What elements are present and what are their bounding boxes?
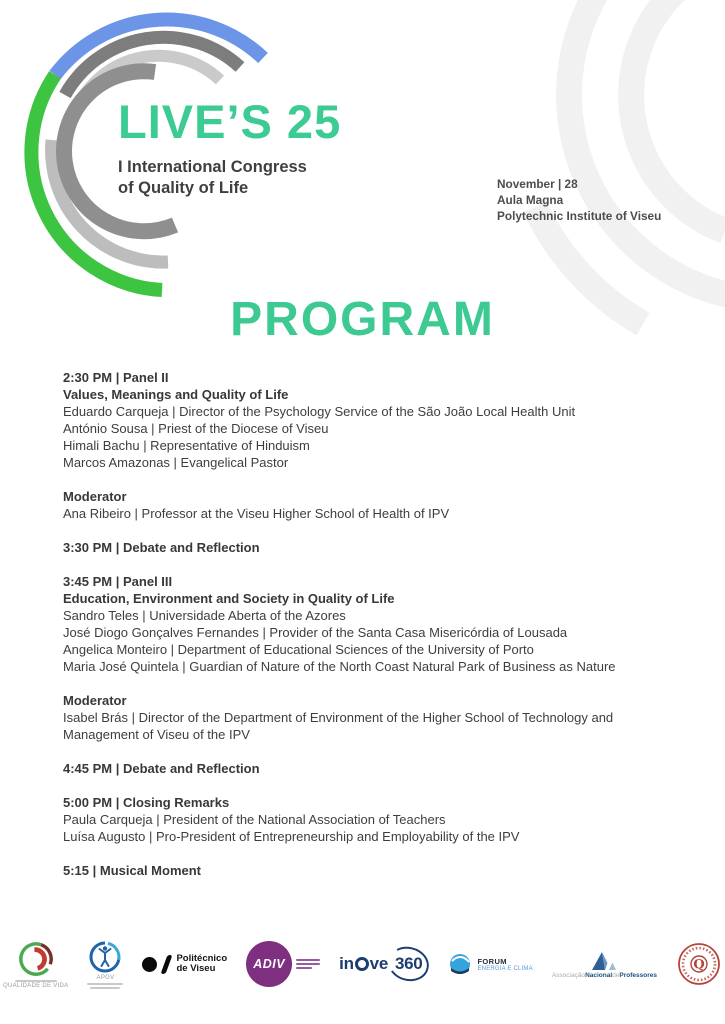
anp-sails-icon (589, 950, 619, 970)
schedule-heading: 4:45 PM | Debate and Reflection (63, 761, 260, 776)
fine-print-bar (90, 987, 120, 989)
apqv-rings-icon (17, 940, 55, 978)
schedule-entry: Luísa Augusto | Pro-President of Entrepreneurship and Employability of the IPV (63, 829, 520, 844)
schedule-heading: Moderator (63, 489, 127, 504)
schedule-heading: 2:30 PM | Panel II (63, 370, 169, 385)
inove360-part3: 360 (394, 954, 423, 973)
schedule-entry: Angelica Monteiro | Department of Educational Sciences of the University of Porto (63, 642, 534, 657)
adiv-circle-icon (246, 941, 292, 987)
fine-print-bar (87, 983, 123, 985)
schedule-section (63, 692, 668, 743)
schedule-heading: Education, Environment and Society in Quality of Life (63, 591, 395, 606)
congress-subtitle-line2: of Quality of Life (118, 179, 249, 197)
quinta-seal-logo (676, 941, 722, 987)
quinta-seal-icon (676, 941, 722, 987)
inove360-part1: in (339, 954, 354, 973)
apgv-figure-icon (88, 940, 122, 974)
schedule-section (63, 794, 668, 845)
adiv-logo (246, 941, 320, 987)
schedule-heading: 5:00 PM | Closing Remarks (63, 795, 230, 810)
congress-subtitle (118, 157, 341, 199)
fine-print-bar (296, 967, 312, 969)
inove-o-ring-icon (355, 957, 369, 971)
schedule-section (63, 862, 668, 879)
forum-line2: ENERGIA E CLIMA (477, 965, 533, 972)
fine-print-bar (15, 980, 57, 982)
event-venue: Aula Magna (497, 193, 564, 207)
anp-word4: Professores (619, 971, 657, 979)
schedule-entry: Eduardo Carqueja | Director of the Psychology Service of the São João Local Health Unit (63, 404, 576, 419)
apqv-caption: QUALIDADE DE VIDA (3, 982, 69, 989)
schedule-entry: Maria José Quintela | Guardian of Nature of the North Coast Natural Park of Business as Nature (63, 659, 616, 674)
politecnico-line1: Politécnico (176, 952, 228, 964)
anp-word1: Associação (551, 971, 586, 979)
congress-logo-text (118, 95, 342, 199)
fine-print-bar (296, 963, 320, 965)
congress-title: LIVE’S 25 (118, 95, 342, 148)
fine-print-bar (296, 959, 320, 961)
schedule (63, 369, 668, 896)
inove360-part2: ve (369, 954, 388, 973)
anp-logo (552, 950, 657, 979)
schedule-section (63, 488, 668, 522)
schedule-entry: Ana Ribeiro | Professor at the Viseu Higher School of Health of IPV (63, 506, 450, 521)
schedule-section (63, 760, 668, 777)
inove360-logo (339, 948, 429, 980)
schedule-heading: Values, Meanings and Quality of Life (63, 387, 289, 402)
politecnico-dot-icon (142, 957, 157, 972)
apgv-caption: APGV (96, 974, 115, 981)
schedule-section (63, 369, 668, 471)
apqv-logo (3, 940, 68, 989)
anp-word2: Nacional (585, 971, 613, 979)
forum-wordmark (477, 957, 532, 972)
anp-caption (552, 972, 657, 979)
adiv-label: ADIV (253, 957, 286, 971)
schedule-heading: 3:45 PM | Panel III (63, 574, 173, 589)
schedule-heading: 3:30 PM | Debate and Reflection (63, 540, 260, 555)
event-info (497, 176, 661, 224)
schedule-entry: Himali Bachu | Representative of Hinduism (63, 438, 310, 453)
politecnico-slash-icon (161, 955, 173, 974)
inove360-wordmark (339, 948, 429, 980)
program-title: PROGRAM (230, 293, 495, 346)
schedule-entry: Marcos Amazonas | Evangelical Pastor (63, 455, 289, 470)
schedule-entry: José Diogo Gonçalves Fernandes | Provider of the Santa Casa Misericórdia of Lousada (63, 625, 568, 640)
politecnico-viseu-logo (142, 954, 227, 975)
schedule-section (63, 539, 668, 556)
schedule-heading: Moderator (63, 693, 127, 708)
forum-energia-clima-logo (448, 952, 532, 976)
politecnico-line2: de Viseu (176, 963, 216, 974)
politecnico-wordmark (176, 954, 227, 975)
schedule-entry: Paula Carqueja | President of the National Association of Teachers (63, 812, 446, 827)
congress-subtitle-line1: I International Congress (118, 158, 307, 176)
schedule-entry: Isabel Brás | Director of the Department of Environment of the Higher School of Technology and Management of Viseu of the IPV (63, 710, 614, 742)
event-institution: Polytechnic Institute of Viseu (497, 209, 662, 223)
quinta-seal-letter: Q (693, 957, 705, 973)
apgv-logo (87, 940, 123, 989)
schedule-section (63, 573, 668, 675)
sponsor-logos-row (0, 932, 725, 996)
event-date: November | 28 (497, 177, 578, 191)
forum-line1: FORUM (477, 956, 507, 966)
schedule-entry: Sandro Teles | Universidade Aberta of the Azores (63, 608, 346, 623)
anp-word3: de (612, 971, 620, 979)
fine-print-bars (296, 959, 320, 969)
globe-icon (448, 952, 472, 976)
faint-corner-rings (535, 0, 725, 324)
schedule-heading: 5:15 | Musical Moment (63, 863, 202, 878)
schedule-entry: António Sousa | Priest of the Diocese of Viseu (63, 421, 329, 436)
